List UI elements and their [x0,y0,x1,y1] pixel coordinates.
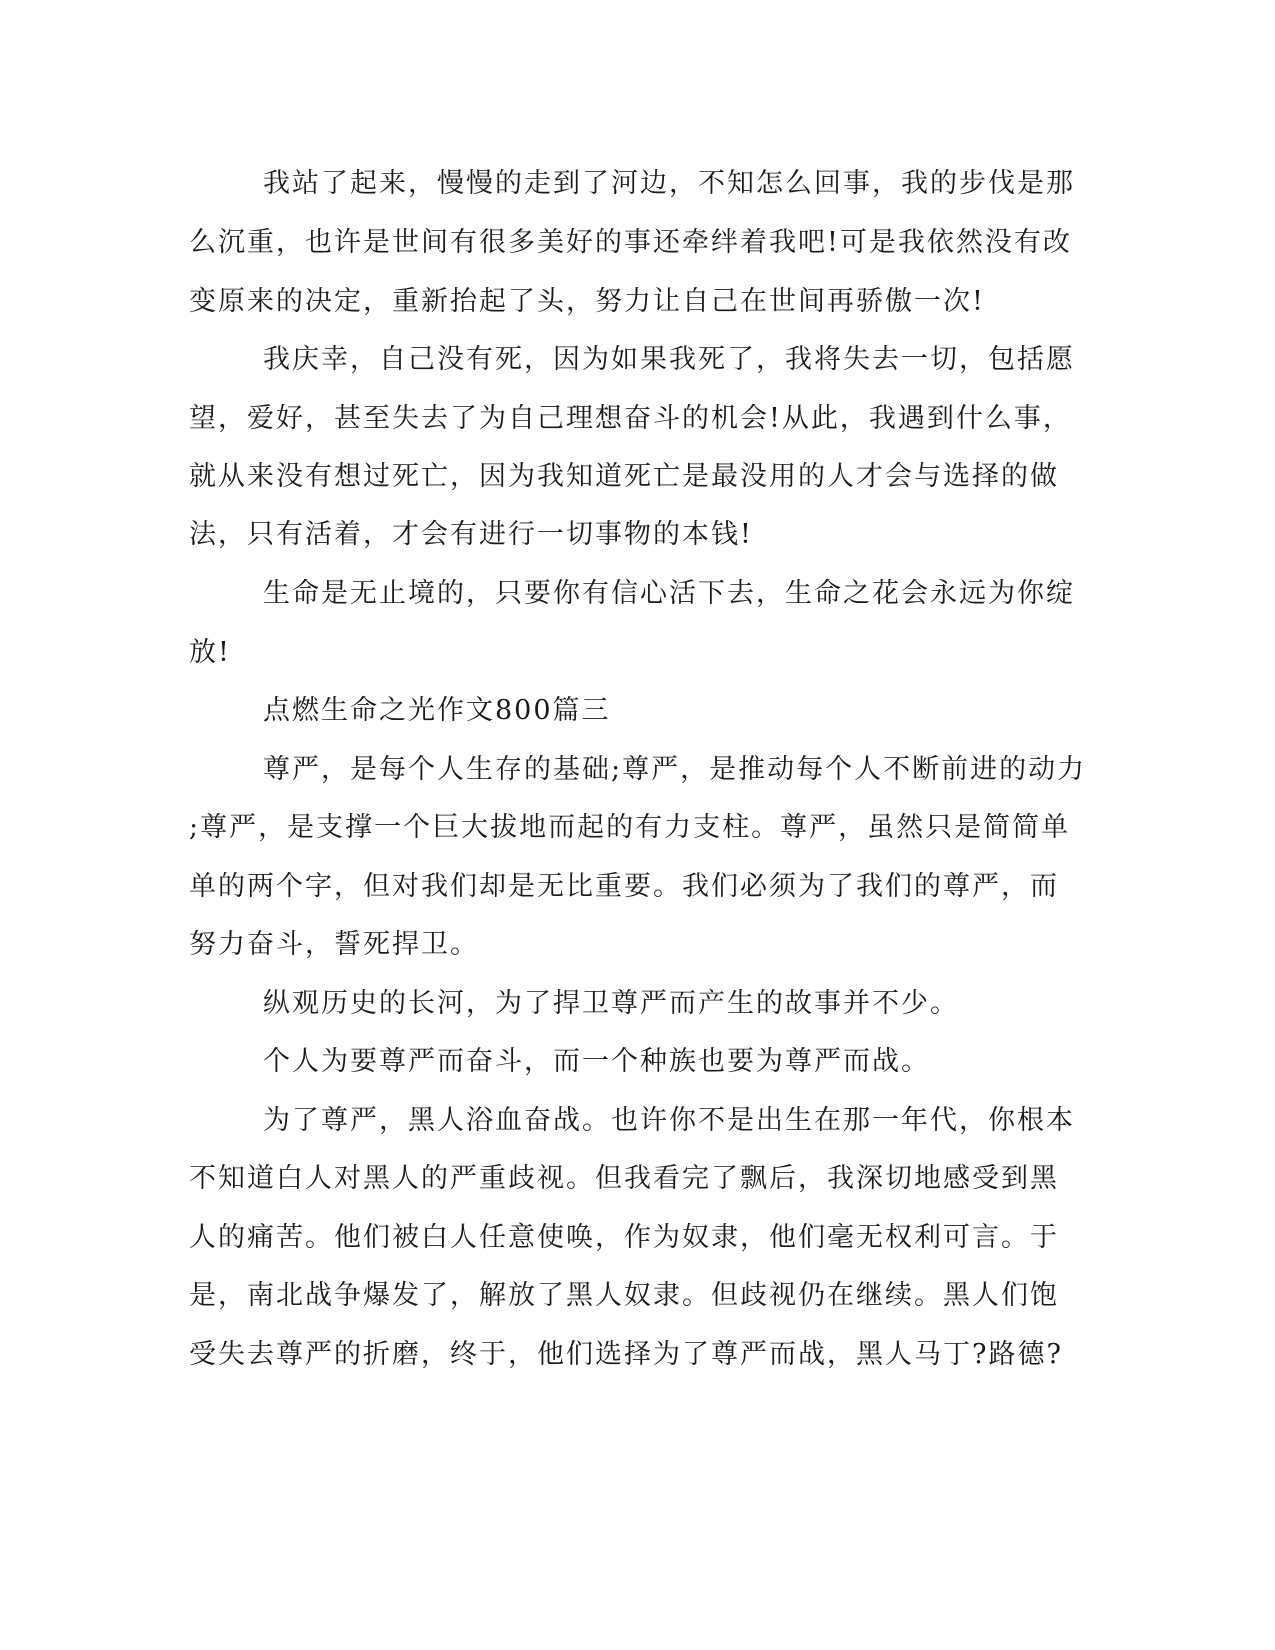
text-line: 努力奋斗，誓死捍卫。 [189,929,479,960]
text-line: 放! [189,637,231,668]
text-line: 不知道白人对黑人的严重歧视。但我看完了飘后，我深切地感受到黑 [189,1163,1059,1194]
text-line: 人的痛苦。他们被白人任意使唤，作为奴隶，他们毫无权利可言。于 [189,1222,1059,1253]
text-line: 么沉重，也许是世间有很多美好的事还牵绊着我吧!可是我依然没有改 [189,227,1072,258]
text-line: 受失去尊严的折磨，终于，他们选择为了尊严而战，黑人马丁?路德? [189,1339,1063,1370]
text-line: 是，南北战争爆发了，解放了黑人奴隶。但歧视仍在继续。黑人们饱 [189,1280,1059,1311]
text-line: 纵观历史的长河，为了捍卫尊严而产生的故事并不少。 [263,988,959,1019]
text-line: 生命是无止境的，只要你有信心活下去，生命之花会永远为你绽 [263,578,1075,609]
text-line: 我庆幸，自己没有死，因为如果我死了，我将失去一切，包括愿 [263,344,1075,375]
text-line: 为了尊严，黑人浴血奋战。也许你不是出生在那一年代，你根本 [263,1105,1075,1136]
text-line: 就从来没有想过死亡，因为我知道死亡是最没用的人才会与选择的做 [189,461,1059,492]
text-line: 望，爱好，甚至失去了为自己理想奋斗的机会!从此，我遇到什么事， [189,403,1072,434]
text-line: 我站了起来，慢慢的走到了河边，不知怎么回事，我的步伐是那 [263,168,1075,199]
text-line: 变原来的决定，重新抬起了头，努力让自己在世间再骄傲一次! [189,286,985,317]
text-line: 个人为要尊严而奋斗，而一个种族也要为尊严而战。 [263,1046,930,1077]
section-heading: 点燃生命之光作文800篇三 [263,695,611,726]
text-line: 单的两个字，但对我们却是无比重要。我们必须为了我们的尊严，而 [189,871,1059,902]
text-line: 尊严，是每个人生存的基础;尊严，是推动每个人不断前进的动力 [263,754,1087,785]
text-line: ;尊严，是支撑一个巨大拔地而起的有力支柱。尊严，虽然只是简简单 [189,812,1071,843]
text-line: 法，只有活着，才会有进行一切事物的本钱! [189,519,753,550]
